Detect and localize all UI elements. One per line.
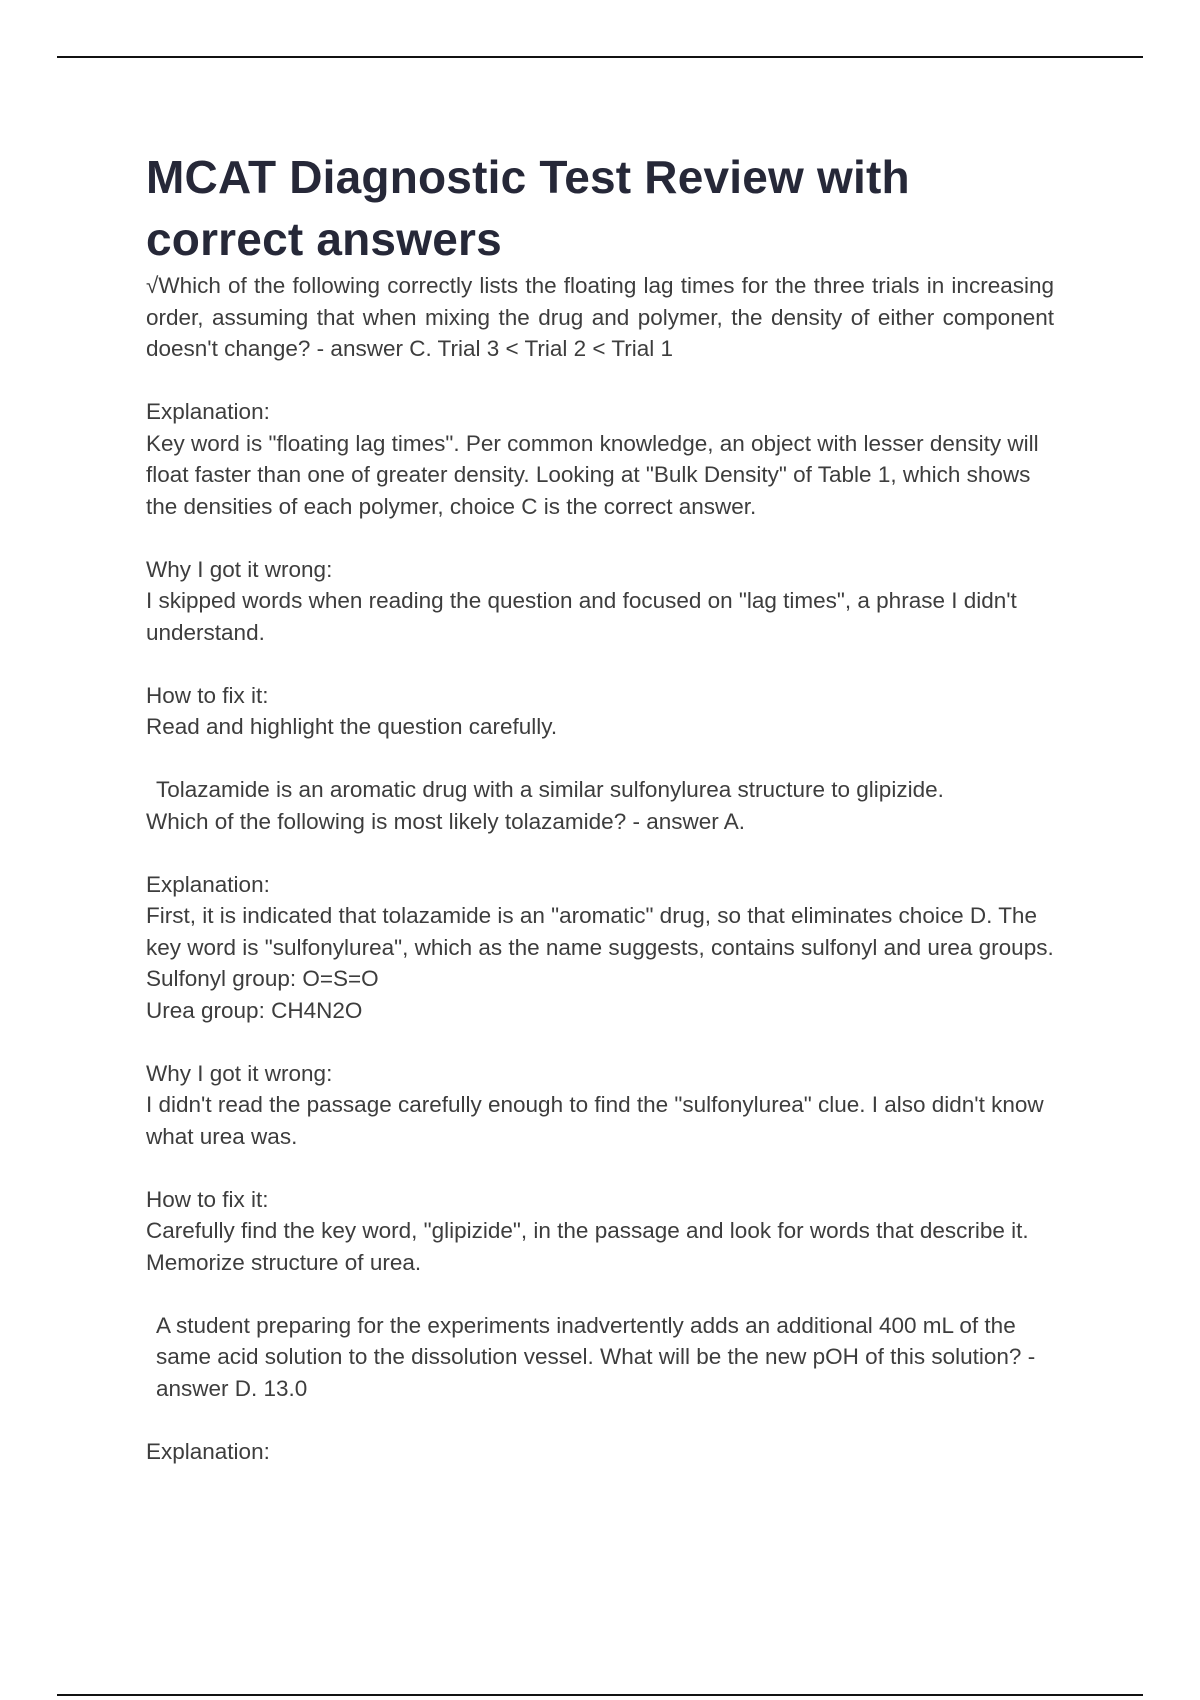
explanation-label: Explanation: [146, 399, 270, 424]
why-wrong-label: Why I got it wrong: [146, 556, 333, 582]
document-body [146, 146, 1054, 1467]
explanation-label: Explanation: [146, 1438, 270, 1464]
spacer [146, 1404, 1054, 1436]
question-1-text: √Which of the following correctly lists the floating lag times for the three trials in increasing order, assuming that when mixing the drug and polymer, the density of either component doesn't change? - answer C. Trial 3 < Trial 2 < Trial 1 [146, 273, 1054, 361]
footer-rule [57, 1694, 1143, 1696]
question-2-why-wrong: I didn't read the passage carefully enough to find the "sulfonylurea" clue. I also didn't know what urea was. [146, 1092, 1044, 1149]
question-3-text: A student preparing for the experiments inadvertently adds an additional 400 mL of the same acid solution to the dissolution vessel. What will be the new pOH of this solution? - answer D. 13.0 [156, 1312, 1036, 1401]
question-1-explanation: Key word is "floating lag times". Per common knowledge, an object with lesser density will float faster than one of greater density. Looking at "Bulk Density" of Table 1, which shows the densities of each polymer, choice C is the correct answer. [146, 430, 1039, 519]
question-2-text-line-2: Which of the following is most likely tolazamide? - answer A. [146, 808, 745, 834]
document-title: MCAT Diagnostic Test Review with correct answers [146, 151, 910, 265]
question-2-fix: Carefully find the key word, "glipizide", in the passage and look for words that describe it. Memorize structure of urea. [146, 1218, 1029, 1275]
spacer [146, 1026, 1054, 1058]
spacer [146, 743, 1054, 775]
spacer [146, 648, 1054, 680]
explanation-label: Explanation: [146, 871, 270, 897]
question-1-why-wrong: I skipped words when reading the question and focused on "lag times", a phrase I didn't understand. [146, 588, 1017, 645]
spacer [146, 522, 1054, 554]
sulfonyl-group-line: Sulfonyl group: O=S=O [146, 966, 379, 991]
question-2-text-line-1: Tolazamide is an aromatic drug with a similar sulfonylurea structure to glipizide. [156, 777, 944, 802]
spacer [146, 1278, 1054, 1310]
why-wrong-label: Why I got it wrong: [146, 1060, 333, 1086]
how-to-fix-label: How to fix it: [146, 682, 269, 708]
how-to-fix-label: How to fix it: [146, 1186, 269, 1212]
spacer [146, 365, 1054, 397]
urea-group-line: Urea group: CH4N2O [146, 997, 363, 1023]
spacer [146, 1152, 1054, 1184]
spacer [146, 837, 1054, 869]
question-1-fix: Read and highlight the question carefully. [146, 714, 558, 739]
question-2-explanation: First, it is indicated that tolazamide is an "aromatic" drug, so that eliminates choice D. The key word is "sulfonylurea", which as the name suggests, contains sulfonyl and urea groups. [146, 903, 1054, 960]
header-rule [57, 56, 1143, 58]
